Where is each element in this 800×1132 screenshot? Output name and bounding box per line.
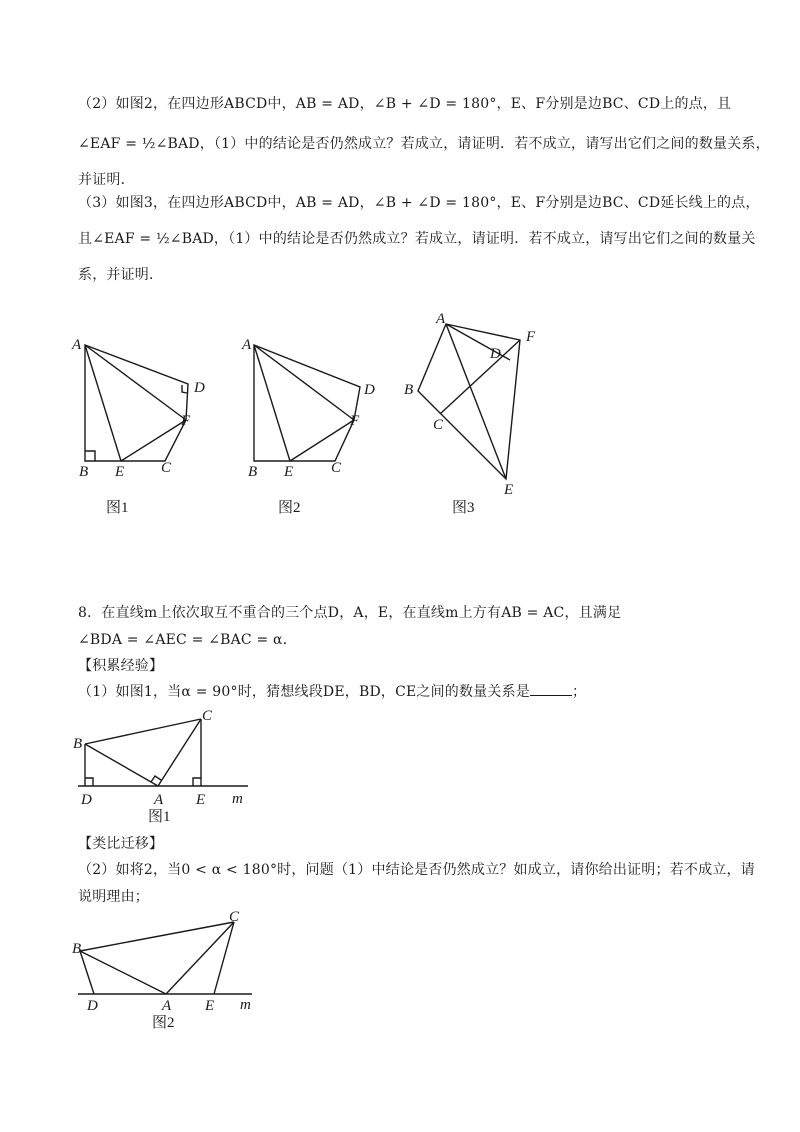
p8-q1-text: （1）如图1，当α = 90°时，猜想线段DE，BD，CE之间的数量关系是: [78, 684, 531, 700]
p7-part3-line2: 且∠EAF = ½∠BAD，（1）中的结论是否仍然成立？若成立，请证明．若不成立，请写出它们之间的数量关: [78, 231, 756, 247]
label-f: F: [350, 413, 360, 429]
label-b: B: [79, 464, 89, 480]
label-a: A: [154, 792, 164, 808]
segment-ac: [158, 719, 201, 786]
label-a: A: [436, 311, 446, 327]
right-angle-mark-d: [85, 778, 93, 786]
p7-part2-line1: （2）如图2，在四边形ABCD中，AB = AD，∠B + ∠D = 180°，E、F分别是边BC、CD上的点，且: [78, 96, 732, 112]
label-c: C: [433, 417, 444, 433]
label-c: C: [161, 460, 172, 476]
p8-stem-line1: 8．在直线m上依次取互不重合的三个点D，A，E，在直线m上方有AB = AC，且满足: [78, 605, 622, 621]
label-e: E: [196, 792, 206, 808]
label-b: B: [73, 736, 83, 752]
p8-q1-end: ；: [572, 684, 587, 700]
caption-fig3: 图3: [452, 500, 475, 516]
label-d: D: [194, 380, 205, 396]
caption-fig2: 图2: [278, 500, 301, 516]
p7-part2-line2: ∠EAF = ½∠BAD，（1）中的结论是否仍然成立？若成立，请证明．若不成立，请写出它们之间的数量关系，: [78, 136, 770, 152]
label-a: A: [162, 998, 172, 1014]
quadrilateral-abef: [418, 324, 520, 479]
segment-ae: [85, 345, 121, 461]
p7-part3-line1: （3）如图3，在四边形ABCD中，AB = AD，∠B + ∠D = 180°，E、F分别是边BC、CD延长线上的点，: [78, 195, 760, 211]
segment-ba: [80, 951, 166, 994]
p7-part2-line3: 并证明．: [78, 172, 135, 188]
label-d: D: [490, 346, 501, 362]
p7-part3-line3: 系，并证明．: [78, 267, 164, 283]
p7-figure-3: [396, 306, 556, 520]
p7-figure-2: [238, 330, 388, 520]
caption-fig1: 图1: [148, 809, 171, 825]
right-angle-mark-e: [193, 778, 201, 786]
answer-blank: [530, 681, 572, 696]
p8-q1: [78, 681, 586, 702]
p8-section1-heading: 【积累经验】: [78, 658, 164, 674]
label-c: C: [331, 460, 342, 476]
p7-figure-1: [68, 330, 208, 520]
p8-figure-1: [68, 700, 268, 830]
label-f: F: [181, 413, 191, 429]
right-angle-mark-b: [85, 451, 95, 461]
label-a: A: [242, 337, 252, 353]
p8-figure-2: [68, 905, 268, 1035]
label-c: C: [229, 909, 240, 925]
right-angle-mark-a: [151, 776, 161, 782]
p8-q2-line2: 说明理由；: [78, 889, 149, 905]
segment-af: [254, 345, 354, 420]
label-e: E: [284, 464, 294, 480]
label-e: E: [115, 464, 125, 480]
quadrilateral-abcd: [85, 345, 188, 461]
label-b: B: [72, 941, 82, 957]
segment-fc: [440, 340, 520, 414]
label-a: A: [72, 337, 82, 353]
label-b: B: [248, 464, 258, 480]
label-d: D: [87, 998, 98, 1014]
p8-section2-heading: 【类比迁移】: [78, 836, 164, 852]
label-m: m: [240, 997, 251, 1013]
segment-bc: [85, 719, 201, 744]
segment-af: [85, 345, 186, 420]
segment-ba: [85, 744, 158, 786]
caption-fig2: 图2: [152, 1015, 175, 1031]
label-d: D: [81, 792, 92, 808]
p8-stem-line2: ∠BDA = ∠AEC = ∠BAC = α．: [78, 632, 297, 648]
quadrilateral-abcd: [254, 345, 360, 461]
label-d: D: [364, 382, 375, 398]
p8-q2-line1: （2）如将2，当0 < α < 180°时，问题（1）中结论是否仍然成立？如成立，请你给出证明；若不成立，请: [78, 862, 755, 878]
label-e: E: [205, 998, 215, 1014]
label-f: F: [526, 329, 536, 345]
right-angle-mark-d: [182, 385, 187, 393]
segment-ae: [254, 345, 290, 461]
label-b: B: [404, 382, 414, 398]
caption-fig1: 图1: [106, 500, 129, 516]
label-c: C: [202, 708, 213, 724]
label-m: m: [232, 791, 243, 807]
label-e: E: [504, 482, 514, 498]
